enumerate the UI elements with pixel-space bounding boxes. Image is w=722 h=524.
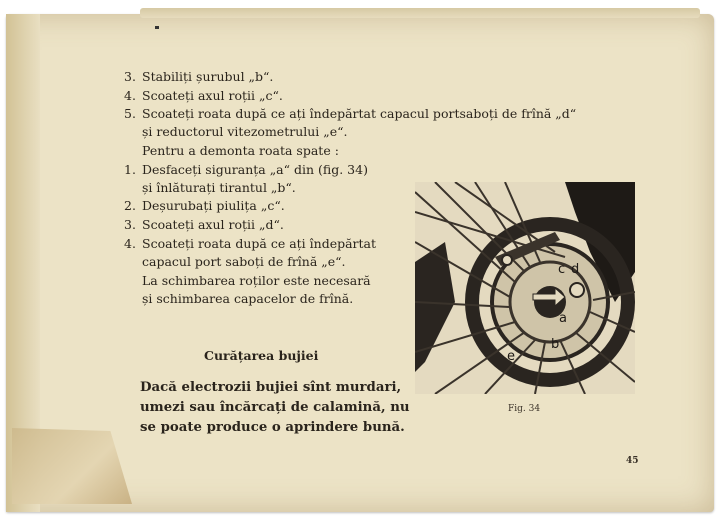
paragraph-line: se poate produce o aprindere bună. xyxy=(140,420,405,435)
instruction-line: Scoateți axul roții „c“. xyxy=(142,88,283,103)
figure-label-a: a xyxy=(559,311,567,326)
instruction-line: și înlăturați tirantul „b“. xyxy=(142,180,296,195)
line-number: 1. xyxy=(124,162,136,177)
instruction-line: Stabiliți șurubul „b“. xyxy=(142,69,274,84)
paragraph-line: Dacă electrozii bujiei sînt murdari, xyxy=(140,380,402,395)
figure-label-e: e xyxy=(507,349,515,364)
figure-label-c: c xyxy=(558,262,566,277)
line-number: 5. xyxy=(124,106,136,121)
line-number: 2. xyxy=(124,198,136,213)
paragraph-line: umezi sau încărcați de calamină, nu xyxy=(140,400,410,415)
section-heading: Curățarea bujiei xyxy=(204,348,319,363)
instruction-line: Desfaceți siguranța „a“ din (fig. 34) xyxy=(142,162,368,177)
instruction-line: Scoateți axul roții „d“. xyxy=(142,217,284,232)
instruction-line: Scoateți roata după ce ați îndepărtat xyxy=(142,236,377,251)
ink-mark xyxy=(155,26,159,29)
page-top-edge xyxy=(140,8,700,18)
instruction-line: Pentru a demonta roata spate : xyxy=(142,143,339,158)
figure-label-b: b xyxy=(551,337,560,352)
page-number: 45 xyxy=(626,456,639,466)
wheel-brake-figure xyxy=(415,182,635,394)
instruction-line: și reductorul vitezometrului „e“. xyxy=(142,124,348,139)
figure-caption: Fig. 34 xyxy=(508,404,541,414)
instruction-line: capacul port saboți de frînă „e“. xyxy=(142,254,346,269)
instruction-line: și schimbarea capacelor de frînă. xyxy=(142,291,354,306)
line-number: 3. xyxy=(124,69,136,84)
line-number: 3. xyxy=(124,217,136,232)
instruction-line: Deșurubați piulița „c“. xyxy=(142,198,285,213)
wheel-illustration xyxy=(415,182,635,394)
instruction-line: Scoateți roata după ce ați îndepărtat capacul portsaboți de frînă „d“ xyxy=(142,106,577,121)
line-number: 4. xyxy=(124,236,136,251)
instruction-line: La schimbarea roților este necesară xyxy=(142,273,371,288)
line-number: 4. xyxy=(124,88,136,103)
figure-label-d: d xyxy=(571,262,580,277)
